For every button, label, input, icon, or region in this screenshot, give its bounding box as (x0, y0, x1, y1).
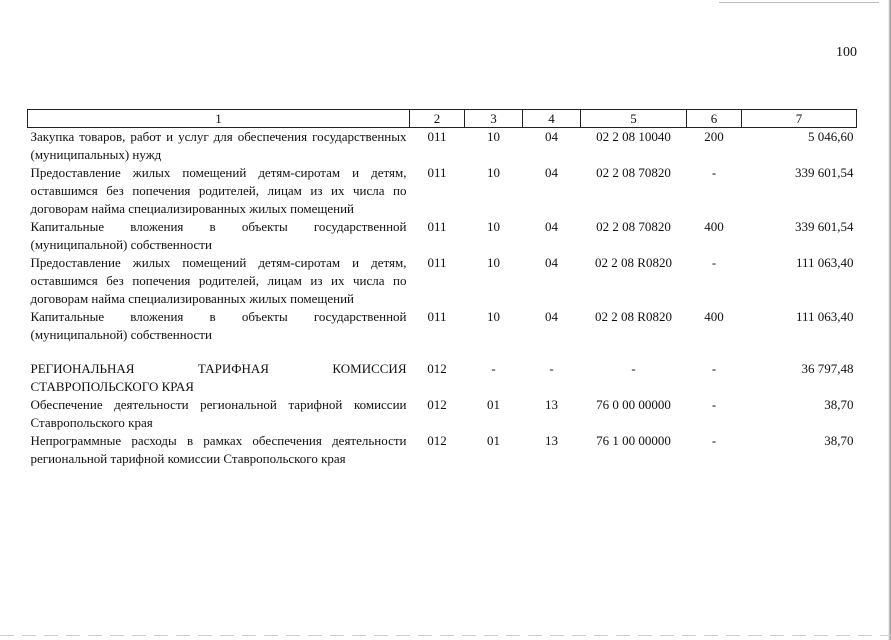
row-name: Обеспечение деятельности региональной тарифной комиссии Ставропольского края (30, 397, 407, 430)
row-amount: 111 063,40 (795, 309, 854, 324)
spacer-cell (28, 344, 857, 360)
page-number: 100 (836, 45, 857, 60)
row-code-target: - (631, 361, 636, 376)
row-code-target: 02 2 08 R0820 (595, 255, 672, 270)
header-cell-1: 1 (28, 110, 410, 128)
row-code-subsection: 13 (545, 433, 558, 448)
row-code-subsection: 04 (545, 219, 558, 234)
row-code-target: 02 2 08 70820 (596, 165, 671, 180)
header-cell-3: 3 (465, 110, 523, 128)
row-code-type: - (711, 255, 717, 270)
header-cell-5: 5 (581, 110, 687, 128)
row-code-subsection: - (549, 361, 554, 376)
header-cell-7: 7 (742, 110, 857, 128)
table-row (28, 308, 857, 344)
row-code-subsection: 04 (545, 309, 558, 324)
table-row (28, 128, 857, 165)
row-amount: 339 601,54 (795, 165, 854, 180)
row-amount: 38,70 (824, 397, 854, 412)
row-code-type: - (711, 165, 717, 180)
row-code-section: 01 (487, 433, 500, 448)
row-code-subsection: 04 (545, 255, 558, 270)
row-code-target: 02 2 08 10040 (596, 129, 671, 144)
table-row (28, 396, 857, 432)
row-code-section: 10 (487, 129, 500, 144)
row-code-section: 10 (487, 309, 500, 324)
header-cell-4: 4 (523, 110, 581, 128)
header-cell-2: 2 (410, 110, 465, 128)
row-code-target: 02 2 08 R0820 (595, 309, 672, 324)
row-name: Капитальные вложения в объекты государственной (муниципальной) собственности (30, 219, 407, 252)
table-row (28, 164, 857, 218)
row-amount: 38,70 (824, 433, 854, 448)
row-amount: 36 797,48 (801, 361, 854, 376)
header-row (28, 110, 857, 128)
row-amount: 339 601,54 (795, 219, 854, 234)
row-amount: 5 046,60 (808, 129, 854, 144)
table-row (28, 254, 857, 308)
row-code-target: 76 1 00 00000 (596, 433, 671, 448)
row-code-section: 10 (487, 165, 500, 180)
row-code-target: 02 2 08 70820 (596, 219, 671, 234)
row-code-target: 76 0 00 00000 (596, 397, 671, 412)
row-code-admin: 011 (427, 309, 447, 324)
budget-table (27, 109, 857, 468)
row-name: Предоставление жилых помещений детям-сиротам и детям, оставшимся без попечения родителей, лицам из их числа по договорам найма специализированных жилых помещений (30, 255, 407, 306)
row-code-admin: 011 (427, 129, 447, 144)
row-code-type: - (711, 361, 717, 376)
scan-edge-bottom (0, 635, 891, 636)
row-code-type: - (711, 397, 717, 412)
row-code-admin: 011 (427, 219, 447, 234)
row-code-admin: 012 (427, 397, 447, 412)
row-name: Предоставление жилых помещений детям-сиротам и детям, оставшимся без попечения родителей, лицам из их числа по договорам найма специализированных жилых помещений (30, 165, 407, 216)
scan-edge-top (719, 2, 879, 3)
spacer-row (28, 344, 857, 360)
row-code-type: 400 (704, 309, 724, 324)
row-code-subsection: 04 (545, 165, 558, 180)
row-code-type: 400 (704, 219, 724, 234)
row-code-type: - (711, 433, 717, 448)
row-name: Капитальные вложения в объекты государственной (муниципальной) собственности (30, 309, 407, 342)
row-code-admin: 011 (427, 255, 447, 270)
row-code-admin: 012 (427, 361, 447, 376)
row-code-section: - (491, 361, 496, 376)
header-cell-6: 6 (687, 110, 742, 128)
table-row (28, 218, 857, 254)
row-code-subsection: 04 (545, 129, 558, 144)
table-row (28, 432, 857, 468)
row-name: РЕГИОНАЛЬНАЯ ТАРИФНАЯ КОМИССИЯ СТАВРОПОЛЬСКОГО КРАЯ (30, 361, 407, 394)
row-code-section: 10 (487, 219, 500, 234)
table-row (28, 360, 857, 396)
row-code-subsection: 13 (545, 397, 558, 412)
row-name: Закупка товаров, работ и услуг для обеспечения государственных (муниципальных) нужд (30, 129, 407, 162)
row-amount: 111 063,40 (795, 255, 854, 270)
row-code-type: 200 (704, 129, 724, 144)
row-name: Непрограммные расходы в рамках обеспечения деятельности региональной тарифной комиссии Ставропольского края (30, 433, 407, 466)
row-code-section: 01 (487, 397, 500, 412)
row-code-admin: 011 (427, 165, 447, 180)
row-code-admin: 012 (427, 433, 447, 448)
row-code-section: 10 (487, 255, 500, 270)
